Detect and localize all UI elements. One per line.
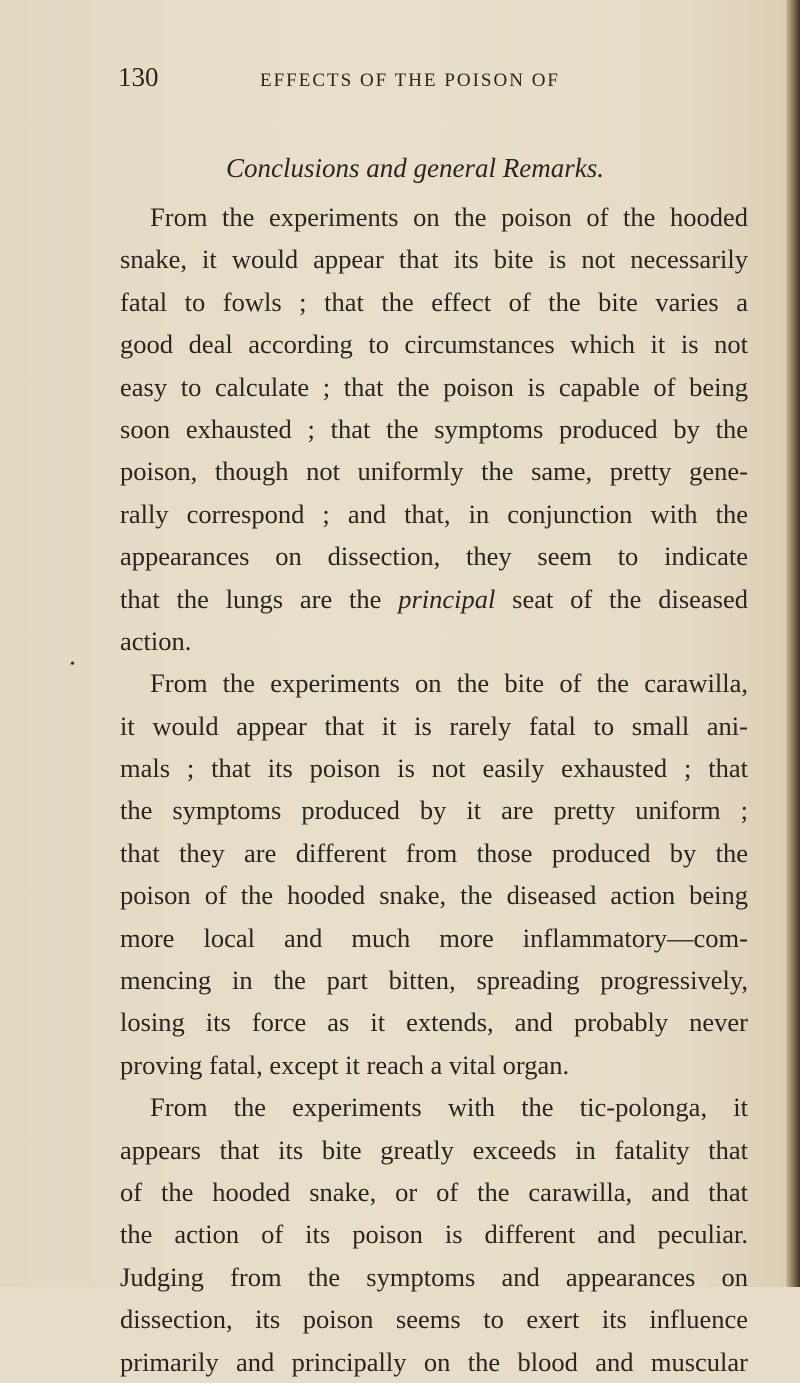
text-line <box>120 874 748 916</box>
italic-emphasis: principal <box>398 583 496 614</box>
running-head: EFFECTS OF THE POISON OF <box>260 70 560 91</box>
text-line <box>120 620 748 662</box>
line-text: the symptoms produced by it are pretty uniform ; <box>120 795 748 826</box>
line-text-continued: seat of the diseased <box>495 583 748 614</box>
line-text: of the hooded snake, or of the carawilla, and that <box>120 1176 748 1207</box>
line-text: soon exhausted ; that the symptoms produced by the <box>120 413 748 444</box>
line-text: From the experiments on the poison of the hooded <box>150 202 748 232</box>
page-header <box>118 62 718 102</box>
text-line <box>120 535 748 577</box>
line-text: poison, though not uniformly the same, pretty gene- <box>120 456 748 487</box>
line-text: that the lungs are the <box>120 583 399 614</box>
line-text: action. <box>120 625 192 656</box>
text-line <box>120 1086 748 1128</box>
line-text: fatal to fowls ; that the effect of the bite varies a <box>120 286 748 317</box>
text-line <box>120 578 748 620</box>
text-line <box>120 1341 748 1383</box>
text-line <box>120 408 748 450</box>
line-text: mencing in the part bitten, spreading progressively, <box>120 965 748 996</box>
line-text: Judging from the symptoms and appearances on <box>120 1261 748 1292</box>
text-line <box>120 1298 748 1340</box>
text-line <box>120 789 748 831</box>
line-text: From the experiments on the bite of the carawilla, <box>150 668 748 699</box>
text-line <box>120 1044 748 1086</box>
line-text: appears that its bite greatly exceeds in fatality that <box>120 1134 748 1165</box>
line-text: poison of the hooded snake, the diseased action being <box>120 880 748 911</box>
line-text: good deal according to circumstances which it is not <box>120 329 748 360</box>
text-line <box>120 1129 748 1171</box>
text-line <box>120 662 748 704</box>
page-edge-shadow <box>786 0 800 1287</box>
body-text <box>120 196 748 1383</box>
line-text: mals ; that its poison is not easily exhausted ; that <box>120 753 748 784</box>
line-text: appearances on dissection, they seem to indicate <box>120 541 748 572</box>
text-line <box>120 196 748 238</box>
line-text: easy to calculate ; that the poison is capable of being <box>120 371 748 402</box>
line-text: From the experiments with the tic-polonga, it <box>150 1092 748 1123</box>
line-text: losing its force as it extends, and probably never <box>120 1007 748 1038</box>
text-line <box>120 238 748 280</box>
line-text: that they are different from those produced by the <box>120 837 748 868</box>
line-text: rally correspond ; and that, in conjunction with the <box>120 498 748 529</box>
line-text: primarily and principally on the blood and muscular <box>120 1346 748 1377</box>
line-text: it would appear that it is rarely fatal to small ani- <box>120 710 748 741</box>
text-line <box>120 493 748 535</box>
text-line <box>120 959 748 1001</box>
line-text: more local and much more inflammatory—com- <box>120 922 748 953</box>
text-line <box>120 705 748 747</box>
line-text: proving fatal, except it reach a vital organ. <box>120 1049 570 1080</box>
section-title: Conclusions and general Remarks. <box>226 153 604 183</box>
text-line <box>120 450 748 492</box>
page-number: 130 <box>118 62 159 92</box>
text-line <box>120 917 748 959</box>
text-line <box>120 281 748 323</box>
text-line <box>120 1171 748 1213</box>
line-text: the action of its poison is different and peculiar. <box>120 1219 748 1250</box>
line-text: dissection, its poison seems to exert its influence <box>120 1304 748 1335</box>
margin-mark: • <box>70 657 75 672</box>
text-line <box>120 832 748 874</box>
text-line <box>120 747 748 789</box>
text-line <box>120 1001 748 1043</box>
text-line <box>120 1256 748 1298</box>
text-line <box>120 1213 748 1255</box>
text-line <box>120 323 748 365</box>
text-line <box>120 366 748 408</box>
line-text: snake, it would appear that its bite is not necessarily <box>120 244 748 275</box>
